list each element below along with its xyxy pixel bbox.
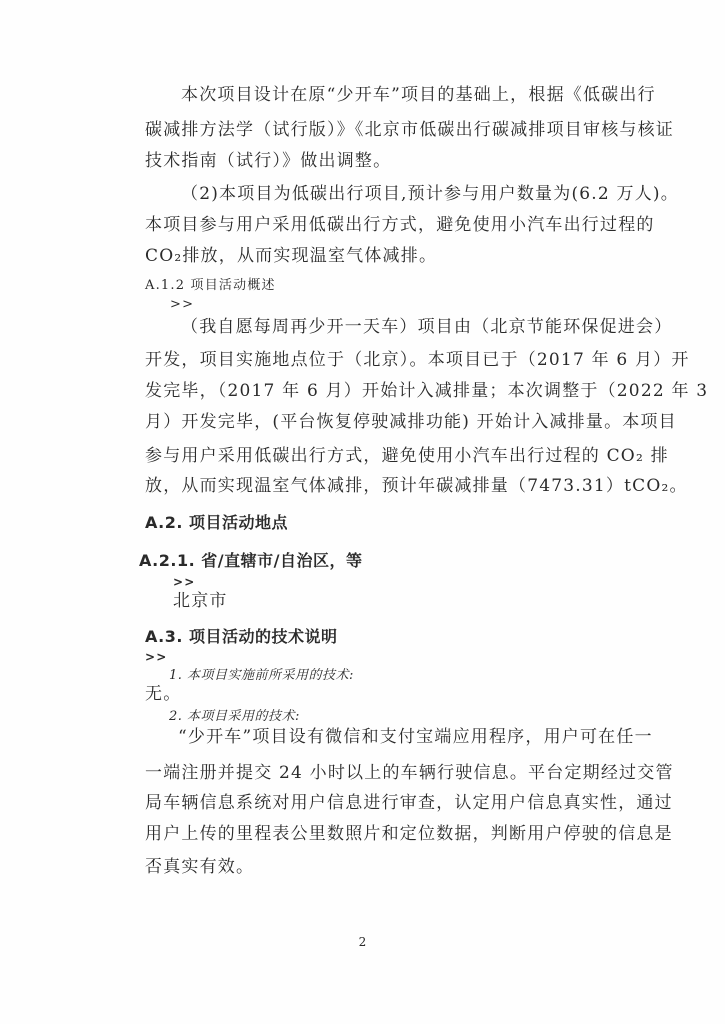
- page-number: 2: [358, 935, 367, 949]
- paragraph-line: （2)本项目为低碳出行项目,预计参与用户数量为(6.2 万人)。: [181, 184, 679, 204]
- paragraph-line: 碳减排方法学（试行版）》《北京市低碳出行碳减排项目审核与核证: [145, 120, 674, 140]
- paragraph-line: 放，从而实现温室气体减排，预计年碳减排量（7473.31）tCO₂。: [145, 476, 688, 496]
- location-text: 北京市: [173, 591, 228, 611]
- paragraph-line: 一端注册并提交 24 小时以上的车辆行驶信息。平台定期经过交管: [145, 763, 674, 783]
- paragraph-line: 局车辆信息系统对用户信息进行审查，认定用户信息真实性，通过: [145, 793, 673, 813]
- paragraph-line: 用户上传的里程表公里数照片和定位数据，判断用户停驶的信息是: [145, 824, 673, 844]
- paragraph-line: CO₂排放，从而实现温室气体减排。: [145, 246, 438, 266]
- section-heading-a-2: A.2. 项目活动地点: [145, 513, 289, 532]
- paragraph-line: 无。: [145, 684, 182, 704]
- paragraph-line: 发完毕，（2017 年 6 月）开始计入减排量；本次调整于（2022 年 3: [145, 381, 709, 401]
- paragraph-line: 月）开发完毕，(平台恢复停驶减排功能) 开始计入减排量。本项目: [145, 412, 677, 432]
- section-heading-a-2-1: A.2.1. 省/直辖市/自治区，等: [139, 551, 363, 570]
- paragraph-line: 本项目参与用户采用低碳出行方式，避免使用小汽车出行过程的: [145, 215, 655, 235]
- paragraph-line: 参与用户采用低碳出行方式，避免使用小汽车出行过程的 CO₂ 排: [145, 446, 669, 466]
- paragraph-line: 本次项目设计在原“少开车”项目的基础上，根据《低碳出行: [181, 85, 656, 105]
- paragraph-line: 技术指南（试行）》做出调整。: [145, 151, 392, 171]
- section-heading-a-3: A.3. 项目活动的技术说明: [145, 627, 338, 646]
- content-marker: >>: [145, 650, 168, 664]
- paragraph-line: 开发，项目实施地点位于（北京）。本项目已于（2017 年 6 月）开: [145, 350, 690, 370]
- section-heading-a-1-2: A.1.2 项目活动概述: [145, 278, 276, 293]
- paragraph-line: （我自愿每周再少开一天车）项目由（北京节能环保促进会）: [181, 317, 673, 337]
- content-marker: >>: [170, 297, 195, 312]
- paragraph-line: 否真实有效。: [145, 857, 255, 877]
- list-item-heading: 2. 本项目采用的技术:: [169, 709, 300, 724]
- paragraph-line: “少开车”项目设有微信和支付宝端应用程序，用户可在任一: [178, 727, 653, 747]
- list-item-heading: 1. 本项目实施前所采用的技术:: [169, 668, 354, 683]
- content-marker: >>: [173, 575, 196, 589]
